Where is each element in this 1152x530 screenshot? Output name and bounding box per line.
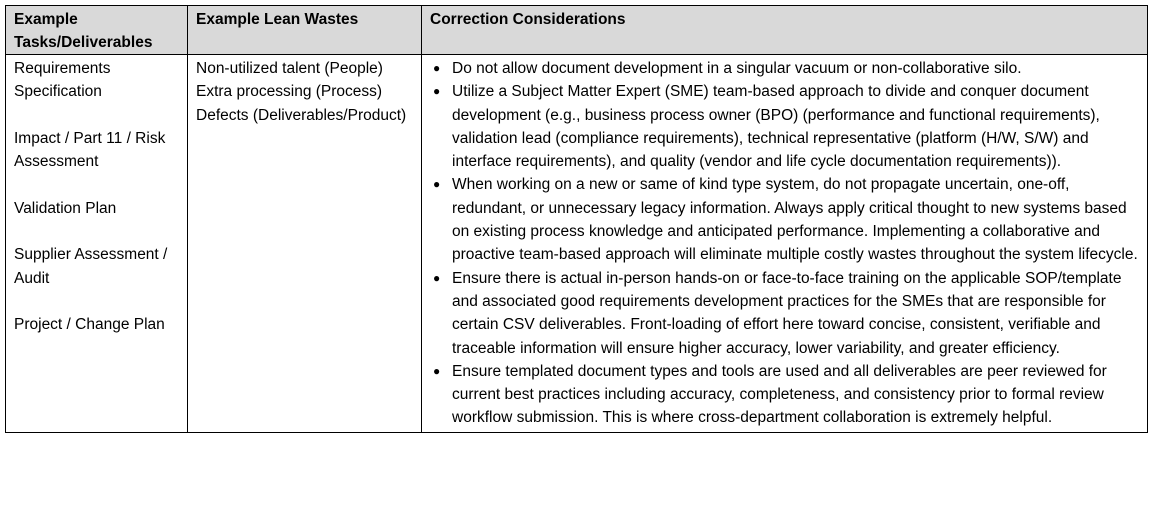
bullet-dot-icon: ● — [433, 177, 441, 192]
correction-text: Do not allow document development in a singular vacuum or non-collaborative silo. — [452, 60, 1022, 77]
task-item: Requirements Specification — [14, 60, 111, 101]
correction-item — [430, 360, 1141, 430]
bullet-dot-icon: ● — [433, 84, 441, 99]
correction-item — [430, 80, 1141, 173]
header-wastes: Example Lean Wastes — [188, 6, 422, 55]
waste-item: Extra processing (Process) — [196, 83, 383, 101]
bullet-dot-icon: ● — [433, 363, 441, 378]
header-tasks: Example Tasks/Deliverables — [6, 6, 188, 55]
waste-item: Defects (Deliverables/Product) — [196, 106, 407, 124]
correction-text: When working on a new or same of kind type system, do not propagate uncertain, one-off, redundant, or unnecessary legacy information. Always apply critical thought to new systems based on existing process knowledge and anticipated performance. Implementing a collaborative and proactive team-based approach will eliminate multiple costly wastes throughout the system lifecycle. — [452, 176, 1138, 264]
header-corrections: Correction Considerations — [422, 6, 1148, 55]
task-item: Validation Plan — [14, 199, 117, 217]
waste-item: Non-utilized talent (People) — [196, 60, 383, 77]
tasks-cell — [6, 55, 188, 433]
header-row — [6, 6, 1148, 55]
correction-item — [430, 57, 1141, 80]
wastes-cell — [188, 55, 422, 433]
bullet-dot-icon: ● — [433, 270, 441, 285]
correction-text: Ensure there is actual in-person hands-on or face-to-face training on the applicable SOP/template and associated good requirements development practices for the SMEs that are responsible for certain CSV deliverables. Front-loading of effort here toward concise, consistent, verifiable and traceable information will ensure higher accuracy, lower variability, and greater efficiency. — [452, 269, 1122, 357]
lean-wastes-table — [5, 5, 1148, 433]
correction-text: Ensure templated document types and tools are used and all deliverables are peer reviewed for current best practices including accuracy, completeness, and consistency prior to formal review workflow submission. This is where cross-department collaboration is extremely helpful. — [452, 362, 1107, 427]
correction-item — [430, 173, 1141, 266]
correction-text: Utilize a Subject Matter Expert (SME) team-based approach to divide and conquer document development (e.g., business process owner (BPO) (performance and functional requirements), validation lead (compliance requirements), technical representative (platform (H/W, S/W) and interface requirements), and quality (vendor and life cycle documentation requirements)). — [452, 83, 1100, 171]
correction-item — [430, 267, 1141, 360]
task-item: Project / Change Plan — [14, 316, 165, 334]
corrections-list — [430, 57, 1141, 430]
task-item: Impact / Part 11 / Risk Assessment — [14, 129, 166, 171]
bullet-dot-icon: ● — [433, 61, 441, 75]
task-item: Supplier Assessment / Audit — [14, 246, 168, 287]
content-row — [6, 55, 1148, 433]
corrections-cell — [422, 55, 1148, 433]
